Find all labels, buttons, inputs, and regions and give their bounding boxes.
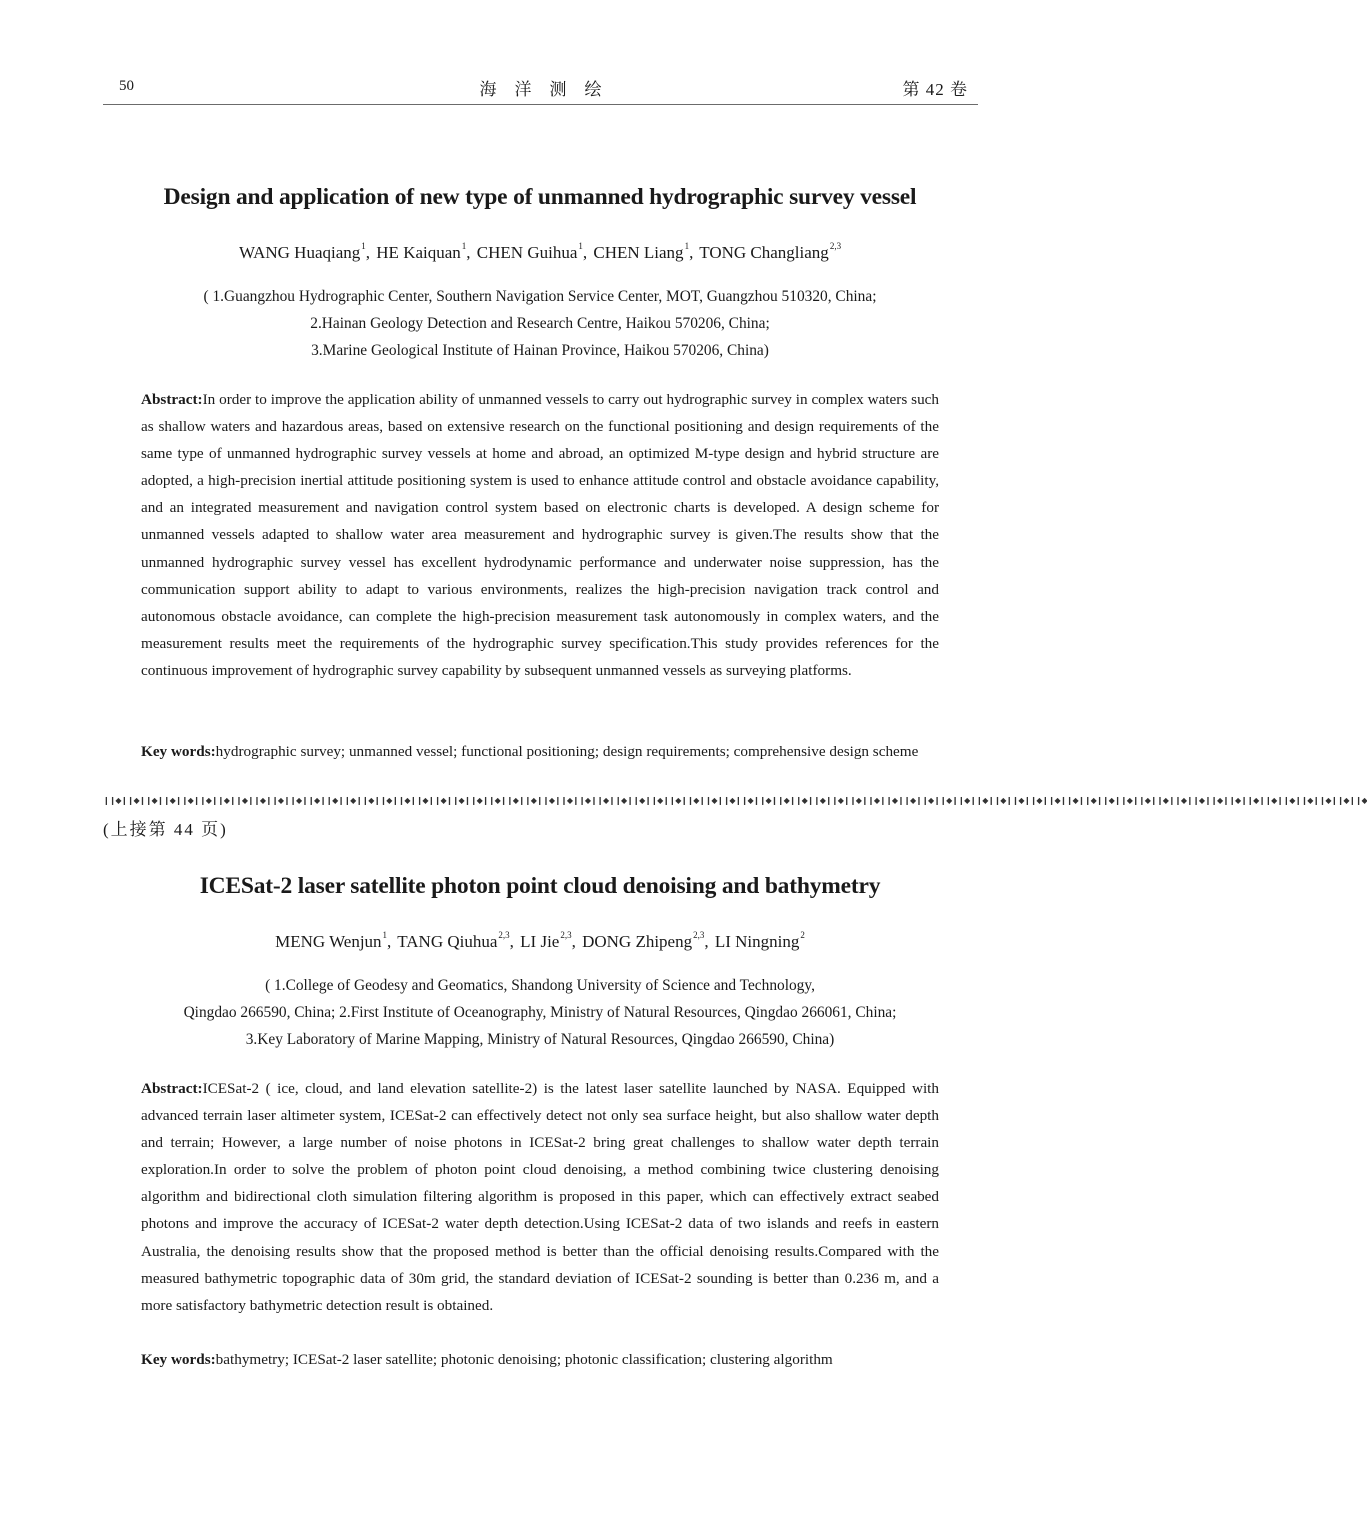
article2-affiliations: [0, 972, 1080, 1053]
ornamental-divider: ❙❙◆❙❙◆❙❙◆❙❙◆❙❙◆❙❙◆❙❙◆❙❙◆❙❙◆❙❙◆❙❙◆❙❙◆❙❙◆❙❙◆❙❙◆❙❙◆❙❙◆❙❙◆❙❙◆❙❙◆❙❙◆❙❙◆❙❙◆❙❙◆❙❙◆❙❙◆❙❙◆❙❙◆❙❙◆❙❙◆❙❙◆❙❙◆❙❙◆❙❙◆❙❙◆❙❙◆❙❙◆❙❙◆❙❙◆❙❙◆❙❙◆❙❙◆❙❙◆❙❙◆❙❙◆❙❙◆❙❙◆❙❙◆❙❙◆❙❙◆❙❙◆❙❙◆❙❙◆❙❙◆❙❙◆❙❙◆❙❙◆❙❙◆❙❙◆❙❙◆❙❙◆❙❙◆❙❙◆❙❙◆❙❙◆❙❙◆❙❙◆❙❙◆❙❙◆❙❙◆: [103, 796, 1367, 805]
affiliation-line: Qingdao 266590, China; 2.First Institute of Oceanography, Ministry of Natural Resources, Qingdao 266061, China;: [183, 1004, 897, 1021]
keywords-label: Key words:: [141, 743, 216, 760]
volume-label: 第 42 卷: [902, 80, 968, 99]
article1-abstract: [141, 386, 939, 684]
continued-from-note: (上接第 44 页): [103, 820, 228, 839]
author: LI Jie$^{2,3}$: [520, 930, 572, 951]
author: MENG Wenjun$^1$: [275, 930, 388, 951]
keywords-text: bathymetry; ICESat-2 laser satellite; photonic denoising; photonic classification; clustering algorithm: [215, 1351, 833, 1368]
journal-name: 海洋测绘: [479, 80, 620, 99]
affiliation-line: ( 1.College of Geodesy and Geomatics, Shandong University of Science and Technology,: [265, 977, 815, 994]
abstract-label: Abstract:: [141, 391, 203, 408]
page-number: 50: [119, 78, 134, 94]
author: DONG Zhipeng$^{2,3}$: [582, 930, 705, 951]
affiliation-line: 2.Hainan Geology Detection and Research Centre, Haikou 570206, China;: [310, 315, 770, 332]
article2-keywords: [141, 1346, 939, 1373]
article2-abstract: [141, 1075, 939, 1319]
article1-keywords: [141, 738, 939, 765]
article2-title: ICESat-2 laser satellite photon point cloud denoising and bathymetry: [199, 873, 881, 899]
keywords-text: hydrographic survey; unmanned vessel; functional positioning; design requirements; comprehensive design scheme: [215, 743, 919, 760]
abstract-label: Abstract:: [141, 1080, 203, 1097]
author: LI Ningning$^2$: [714, 930, 805, 951]
article1-authors: WANG Huaqiang$^1$, HE Kaiquan$^1$, CHEN Guihua$^1$, CHEN Liang$^1$, TONG Changliang$^{2,3}$: [238, 241, 842, 262]
author: WANG Huaqiang$^1$: [238, 241, 366, 262]
author: TANG Qiuhua$^{2,3}$: [397, 930, 510, 951]
abstract-text: In order to improve the application ability of unmanned vessels to carry out hydrographic survey in complex waters such as shallow waters and hazardous areas, based on extensive research on the functional positioning and design requirements of the same type of unmanned hydrographic survey vessels at home and abroad, an optimized M-type design and hybrid structure are adopted, a high-precision inertial attitude positioning system is used to enhance attitude control and obstacle avoidance capability, and an integrated measurement and navigation control system based on electronic charts is developed. A design scheme for unmanned vessels adapted to shallow water area measurement and hydrographic survey is given.The results show that the unmanned hydrographic survey vessel has excellent hydrodynamic performance and underwater noise suppression, has the communication support ability to adapt to various environments, realizes the high-precision navigation track control and autonomous obstacle avoidance, can complete the high-precision measurement task autonomously in complex waters, and the measurement results meet the requirements of the hydrographic survey specification.This study provides references for the continuous improvement of hydrographic survey capability by subsequent unmanned vessels as surveying platforms.: [141, 391, 939, 679]
abstract-text: ICESat-2 ( ice, cloud, and land elevation satellite-2) is the latest laser satellite launched by NASA. Equipped with advanced terrain laser altimeter system, ICESat-2 can effectively detect not only sea surface height, but also shallow water depth and terrain; However, a large number of noise photons in ICESat-2 bring great challenges to shallow water depth terrain exploration.In order to solve the problem of photon point cloud denoising, a method combining twice clustering denoising algorithm and bidirectional cloth simulation filtering algorithm is proposed in this paper, which can effectively extract seabed photons and improve the accuracy of ICESat-2 water depth detection.Using ICESat-2 data of two islands and reefs in eastern Australia, the denoising results show that the proposed method is better than the official denoising results.Compared with the measured bathymetric topographic data of 30m grid, the standard deviation of ICESat-2 sounding is better than 0.236 m, and a more satisfactory bathymetric detection result is obtained.: [141, 1080, 939, 1314]
author: HE Kaiquan$^1$: [376, 241, 467, 262]
affiliation-line: ( 1.Guangzhou Hydrographic Center, Southern Navigation Service Center, MOT, Guangzhou 510320, China;: [203, 288, 877, 305]
running-header: [103, 74, 978, 105]
article1-affiliations: [0, 283, 1080, 364]
affiliation-line: 3.Marine Geological Institute of Hainan Province, Haikou 570206, China): [311, 342, 769, 359]
article1-title: Design and application of new type of unmanned hydrographic survey vessel: [163, 184, 917, 210]
author: CHEN Liang$^1$: [593, 241, 690, 262]
author: CHEN Guihua$^1$: [476, 241, 583, 262]
author: TONG Changliang$^{2,3}$: [699, 241, 842, 262]
article2-authors: MENG Wenjun$^1$, TANG Qiuhua$^{2,3}$, LI Jie$^{2,3}$, DONG Zhipeng$^{2,3}$, LI Ningning$^2$: [275, 930, 805, 951]
keywords-label: Key words:: [141, 1351, 216, 1368]
affiliation-line: 3.Key Laboratory of Marine Mapping, Ministry of Natural Resources, Qingdao 266590, China): [245, 1031, 835, 1048]
